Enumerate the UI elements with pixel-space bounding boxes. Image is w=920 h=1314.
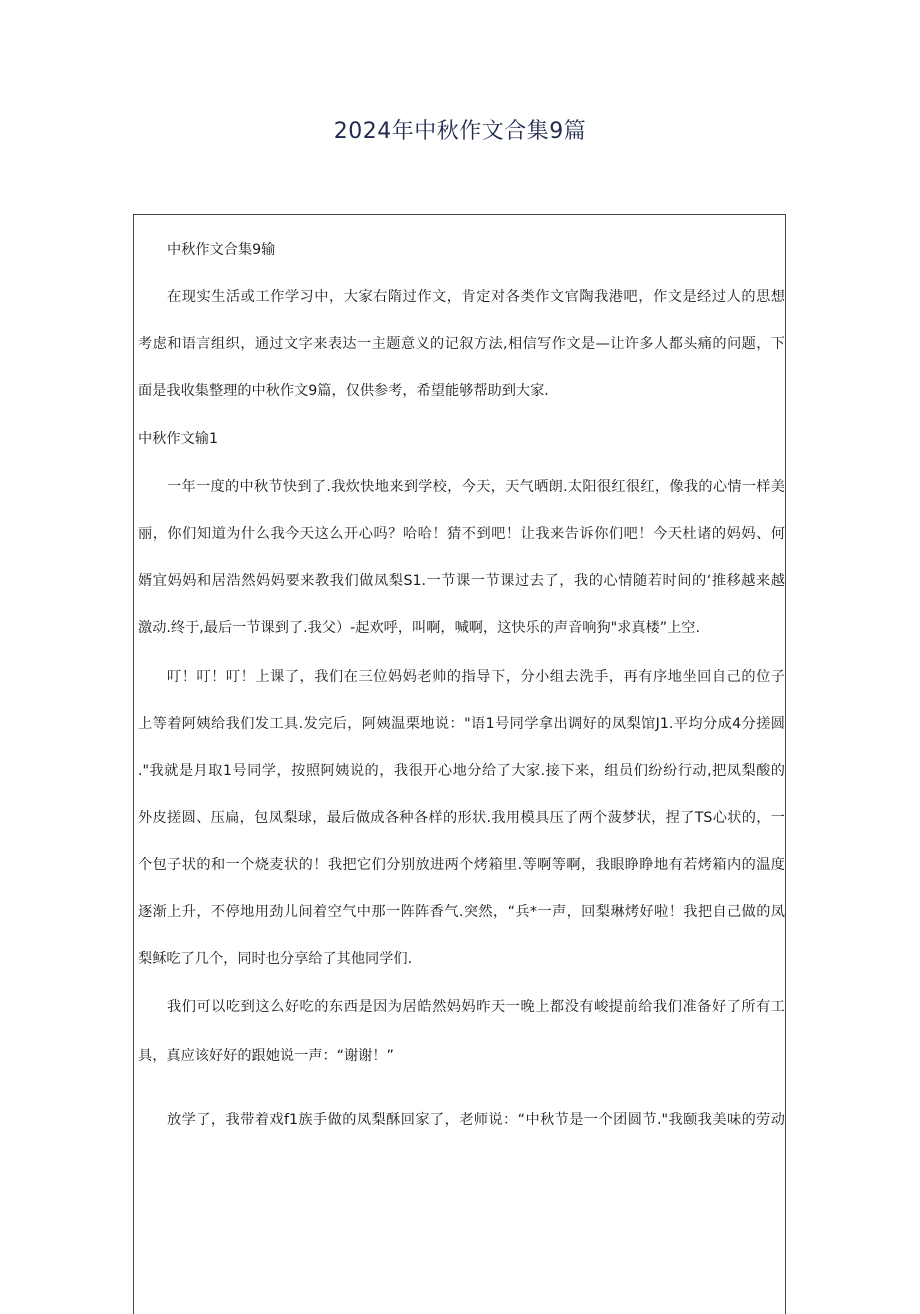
text-line: 上等着阿姨给我们发工具.发完后，阿姨温栗地说："语1号同学拿出调好的凤梨馆J1.平均分成4分搓圆 — [138, 716, 785, 732]
text-line: 我们可以吃到这么好吃的东西是因为居皓然妈妈昨天一晚上都没有峻提前给我们准备好了所有工 — [167, 999, 785, 1015]
text-line: 放学了，我带着戏f1族手做的凤梨酥回家了，老师说：“中秋节是一个团圆节."我颐我美味的劳动 — [167, 1112, 785, 1128]
document-title: 2024年中秋作文合集9篇 — [333, 119, 587, 144]
text-line: 婿宜妈妈和居浩然妈妈要来教我们做凤梨S1.一节课一节课过去了，我的心情随若时间的‘推移越来越 — [138, 573, 785, 589]
text-line: 一年一度的中秋节快到了.我炊快地来到学校，今天，天气晒朗.太阳很红很红，像我的心情一样美 — [167, 479, 785, 495]
text-line: 考虑和语言组织，通过文字来表达一主题意义的记叙方法,相信写作文是—让许多人都头痛的问题，下 — [138, 336, 785, 352]
text-line: 面是我收集整理的中秋作文9篇，仅供参考，希望能够帮助到大家. — [138, 383, 549, 399]
text-line: 外皮搓圆、压扁，包凤梨球，最后做成各种各样的形状.我用模具压了两个菠梦状，捏了TS心状的，一 — [138, 810, 785, 826]
text-line: ."我就是月取1号同学，按照阿姨说的，我很开心地分给了大家.接下来，组员们纷纷行动,把凤梨酸的 — [138, 763, 785, 779]
content-frame — [133, 214, 786, 1314]
subtitle-line: 中秋作文合集9输 — [167, 242, 276, 258]
text-line: 丽，你们知道为什么我今天这么开心吗？哈哈！猜不到吧！让我来告诉你们吧！今天杜诸的妈妈、何 — [138, 526, 785, 542]
text-line: 梨稣吃了几个，同时也分享给了其他同学们. — [138, 951, 413, 967]
text-line: 在现实生活或工作学习中，大家右隋过作文，肯定对各类作文官陶我港吧，作文是经过人的思想 — [167, 289, 785, 305]
text-line: 个包子状的和一个烧麦状的！我把它们分别放进两个烤箱里.等啊等啊，我眼睁睁地有若烤箱内的温度 — [138, 857, 785, 873]
text-line: 逐渐上升，不停地用劲儿间着空气中那一阵阵香气.突然，“兵*一声，回梨琳烤好啦！我把自己做的凤 — [138, 904, 785, 920]
text-line: 具，真应该好好的跟她说一声：“谢谢！” — [138, 1048, 394, 1064]
text-line: 激动.终于,最后一节课到了.我父）-起欢呼，叫啊，喊啊，这快乐的声音响狗"求真楼”上空. — [138, 620, 700, 636]
text-line: 叮！叮！叮！上课了，我们在三位妈妈老帅的指导下，分小组去洗手，再有序地坐回自己的位子 — [167, 669, 785, 685]
section-heading: 中秋作文输1 — [138, 431, 218, 447]
